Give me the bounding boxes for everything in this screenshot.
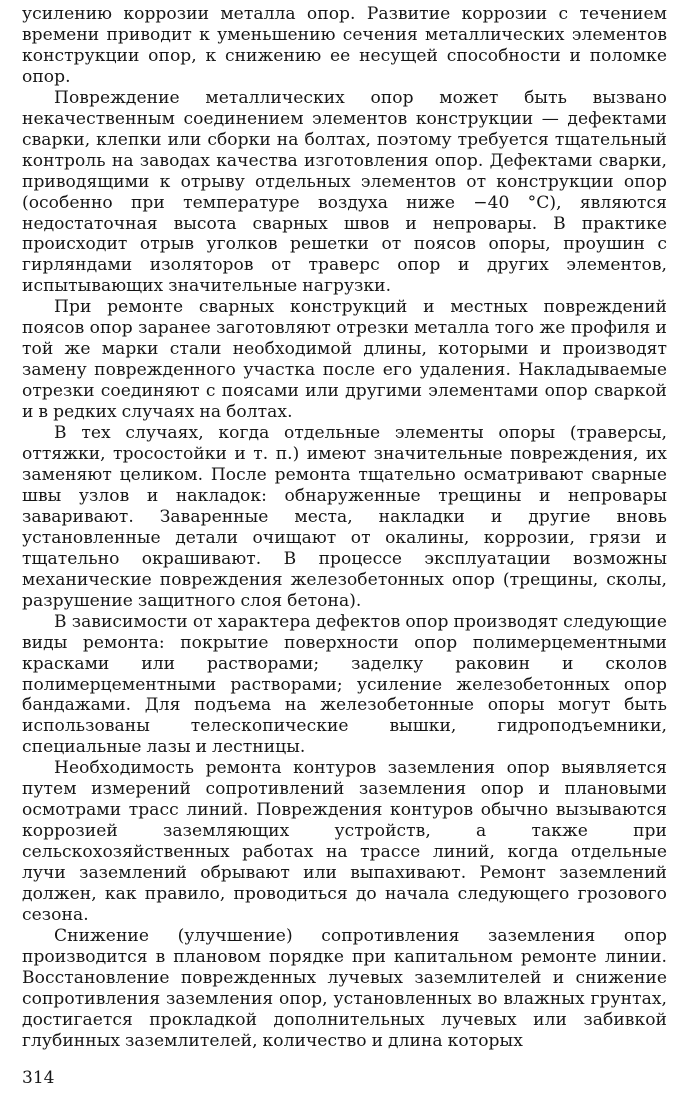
body-text xyxy=(22,4,667,1052)
paragraph-1: усилению коррозии металла опор. Развитие коррозии с течением времени приводит к уменьшению сечения металлических элементов конструкции опор, к снижению ее несущей способности и поломке опор. xyxy=(22,4,667,87)
paragraph-5: В зависимости от характера дефектов опор производят следующие виды ремонта: покрытие поверхности опор полимерцементными красками или растворами; заделку раковин и сколов полимерцементными растворами; усиление железобетонных опор бандажами. Для подъема на железобетонные опоры могут быть использованы телескопические вышки, гидроподъемники, специальные лазы и лестницы. xyxy=(22,611,667,758)
paragraph-6: Необходимость ремонта контуров заземления опор выявляется путем измерений сопротивлений заземления опор и плановыми осмотрами трасс линий. Повреждения контуров обычно вызываются коррозией заземляющих устройств, а также при сельскохозяйственных работах на трассе линий, когда отдельные лучи заземлений обрывают или выпахивают. Ремонт заземлений должен, как правило, проводиться до начала следующего грозового сезона. xyxy=(22,758,667,925)
page-number: 314 xyxy=(22,1068,55,1088)
paragraph-2: Повреждение металлических опор может быть вызвано некачественным соединением элементов конструкции — дефектами сварки, клепки или сборки на болтах, поэтому требуется тщательный контроль на заводах качества изготовления опор. Дефектами сварки, приводящими к отрыву отдельных элементов от конструкции опор (особенно при температуре воздуха ниже −40 °С), являются недостаточная высота сварных швов и непровары. В практике происходит отрыв уголков решетки от поясов опоры, проушин с гирляндами изоляторов от траверс опор и других элементов, испытывающих значительные нагрузки. xyxy=(22,87,667,297)
paragraph-3: При ремонте сварных конструкций и местных повреждений поясов опор заранее заготовляют отрезки металла того же профиля и той же марки стали необходимой длины, которыми и производят замену поврежденного участка после его удаления. Накладываемые отрезки соединяют с поясами или другими элементами опор сваркой и в редких случаях на болтах. xyxy=(22,297,667,423)
paragraph-4: В тех случаях, когда отдельные элементы опоры (траверсы, оттяжки, тросостойки и т. п.) имеют значительные повреждения, их заменяют целиком. После ремонта тщательно осматривают сварные швы узлов и накладок: обнаруженные трещины и непровары заваривают. Заваренные места, накладки и другие вновь установленные детали очищают от окалины, коррозии, грязи и тщательно окрашивают. В процессе эксплуатации возможны механические повреждения железобетонных опор (трещины, сколы, разрушение защитного слоя бетона). xyxy=(22,423,667,611)
paragraph-7: Снижение (улучшение) сопротивления заземления опор производится в плановом порядке при капитальном ремонте линии. Восстановление поврежденных лучевых заземлителей и снижение сопротивления заземления опор, установленных во влажных грунтах, достигается прокладкой дополнительных лучевых или забивкой глубинных заземлителей, количество и длина которых xyxy=(22,925,667,1051)
book-page xyxy=(22,0,667,1106)
